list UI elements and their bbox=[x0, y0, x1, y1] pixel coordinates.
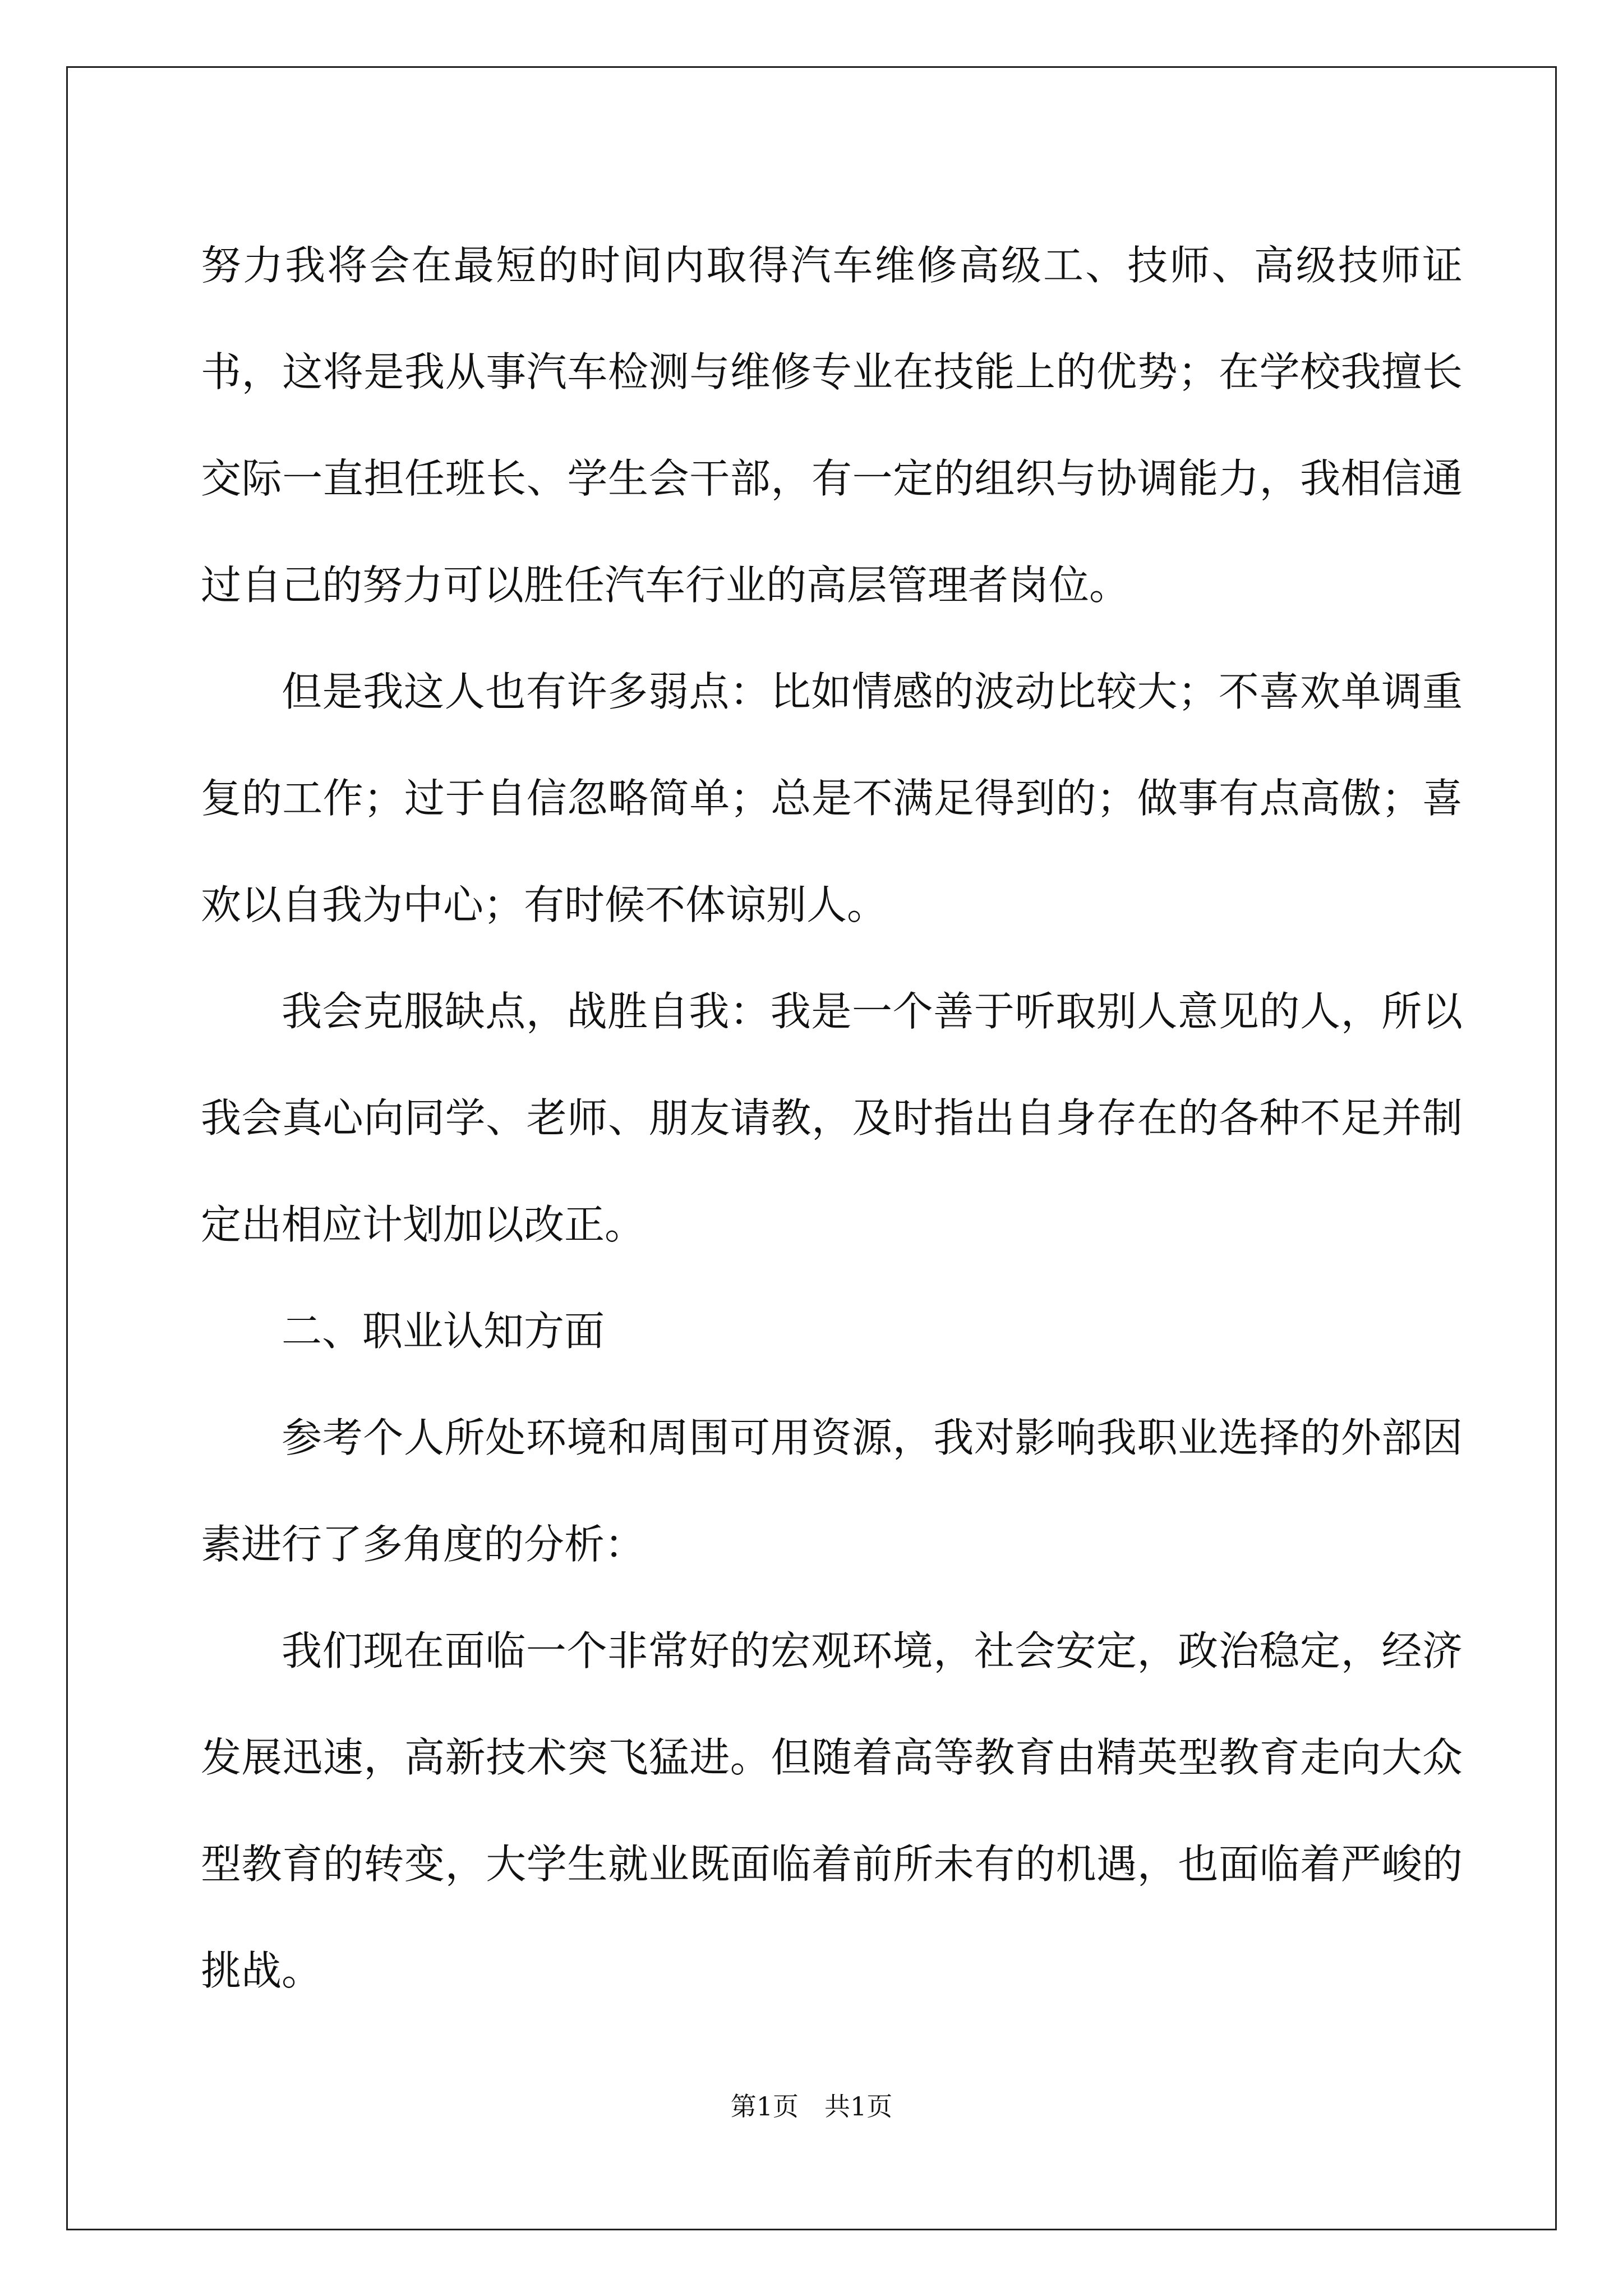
document-body bbox=[201, 212, 1463, 2024]
paragraph-continuation: 努力我将会在最短的时间内取得汽车维修高级工、技师、高级技师证书，这将是我从事汽车检测与维修专业在技能上的优势；在学校我擅长交际一直担任班长、学生会干部，有一定的组织与协调能力，我相信通过自己的努力可以胜任汽车行业的高层管理者岗位。 bbox=[201, 242, 1463, 609]
page-total: 共1页 bbox=[824, 2091, 893, 2122]
paragraph-overcome: 我会克服缺点，战胜自我：我是一个善于听取别人意见的人，所以我会真心向同学、老师、朋友请教，及时指出自身存在的各种不足并制定出相应计划加以改正。 bbox=[201, 988, 1463, 1248]
paragraph-analysis-intro: 参考个人所处环境和周围可用资源，我对影响我职业选择的外部因素进行了多角度的分析： bbox=[201, 1414, 1463, 1568]
paragraph-weaknesses: 但是我这人也有许多弱点：比如情感的波动比较大；不喜欢单调重复的工作；过于自信忽略简单；总是不满足得到的；做事有点高傲；喜欢以自我为中心；有时候不体谅别人。 bbox=[201, 668, 1463, 928]
page-footer bbox=[0, 2090, 1623, 2123]
page-number: 第1页 bbox=[730, 2091, 799, 2122]
paragraph-environment: 我们现在面临一个非常好的宏观环境，社会安定，政治稳定，经济发展迅速，高新技术突飞猛进。但随着高等教育由精英型教育走向大众型教育的转变，大学生就业既面临着前所未有的机遇，也面临着严峻的挑战。 bbox=[201, 1627, 1463, 1994]
section-heading: 二、职业认知方面 bbox=[282, 1308, 605, 1355]
